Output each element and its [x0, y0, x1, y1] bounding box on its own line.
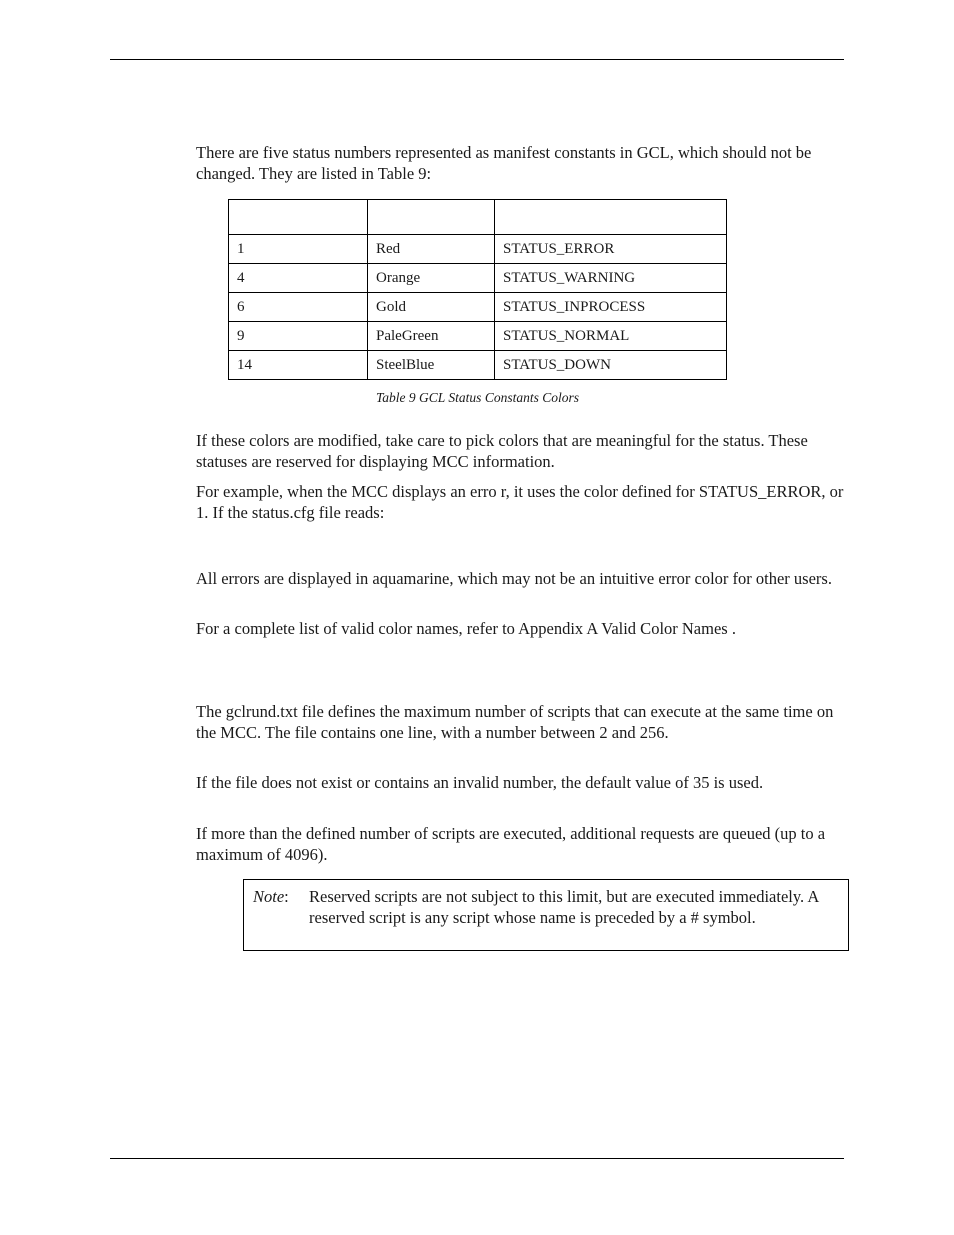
color-name-cell: PaleGreen	[368, 322, 495, 351]
status-number-cell: 1	[229, 235, 368, 264]
table-row	[229, 264, 727, 293]
header-rule	[110, 59, 844, 60]
gclrund-paragraph: The gclrund.txt file defines the maximum number of scripts that can execute at the same time on the MCC. The file contains one line, with a number between 2 and 256.	[196, 702, 834, 742]
status-number-cell: 6	[229, 293, 368, 322]
color-name-cell: Red	[368, 235, 495, 264]
constant-name-cell: STATUS_NORMAL	[495, 322, 727, 351]
table-row	[229, 322, 727, 351]
status-colors-table	[228, 199, 727, 380]
queued-paragraph: If more than the defined number of scripts are executed, additional requests are queued (up to a maximum of 4096).	[196, 824, 826, 864]
color-name-cell: Gold	[368, 293, 495, 322]
table-caption: Table 9 GCL Status Constants Colors	[376, 390, 579, 405]
color-name-cell: SteelBlue	[368, 351, 495, 380]
default-value-paragraph: If the file does not exist or contains an invalid number, the default value of 35 is used.	[196, 773, 764, 792]
status-number-cell: 4	[229, 264, 368, 293]
table-row	[229, 351, 727, 380]
constant-name-cell: STATUS_INPROCESS	[495, 293, 727, 322]
footer-rule	[110, 1158, 844, 1159]
table-header-row	[229, 200, 727, 235]
table-header-cell	[229, 200, 368, 235]
note-colon: :	[284, 887, 289, 906]
constant-name-cell: STATUS_DOWN	[495, 351, 727, 380]
table-row	[229, 293, 727, 322]
note-text: Reserved scripts are not subject to this limit, but are executed immediately. A reserved script is any script whose name is preceded by a # symbol.	[309, 887, 819, 927]
note-label	[253, 886, 289, 907]
intro-paragraph: There are five status numbers represented as manifest constants in GCL, which should not be changed. They are listed in Table 9:	[196, 143, 812, 183]
color-list-paragraph: For a complete list of valid color names, refer to Appendix A Valid Color Names .	[196, 619, 736, 638]
table-row	[229, 235, 727, 264]
constant-name-cell: STATUS_WARNING	[495, 264, 727, 293]
color-name-cell: Orange	[368, 264, 495, 293]
status-number-cell: 9	[229, 322, 368, 351]
table-header-cell	[495, 200, 727, 235]
colors-modified-paragraph: If these colors are modified, take care to pick colors that are meaningful for the status. These statuses are reserved for displaying MCC information.	[196, 431, 808, 471]
table-header-cell	[368, 200, 495, 235]
note-box	[243, 879, 849, 951]
errors-paragraph: All errors are displayed in aquamarine, which may not be an intuitive error color for other users.	[196, 569, 832, 588]
example-paragraph: For example, when the MCC displays an erro r, it uses the color defined for STATUS_ERROR, or 1. If the status.cfg file reads:	[196, 482, 844, 522]
note-label-text: Note	[253, 887, 285, 906]
constant-name-cell: STATUS_ERROR	[495, 235, 727, 264]
status-number-cell: 14	[229, 351, 368, 380]
